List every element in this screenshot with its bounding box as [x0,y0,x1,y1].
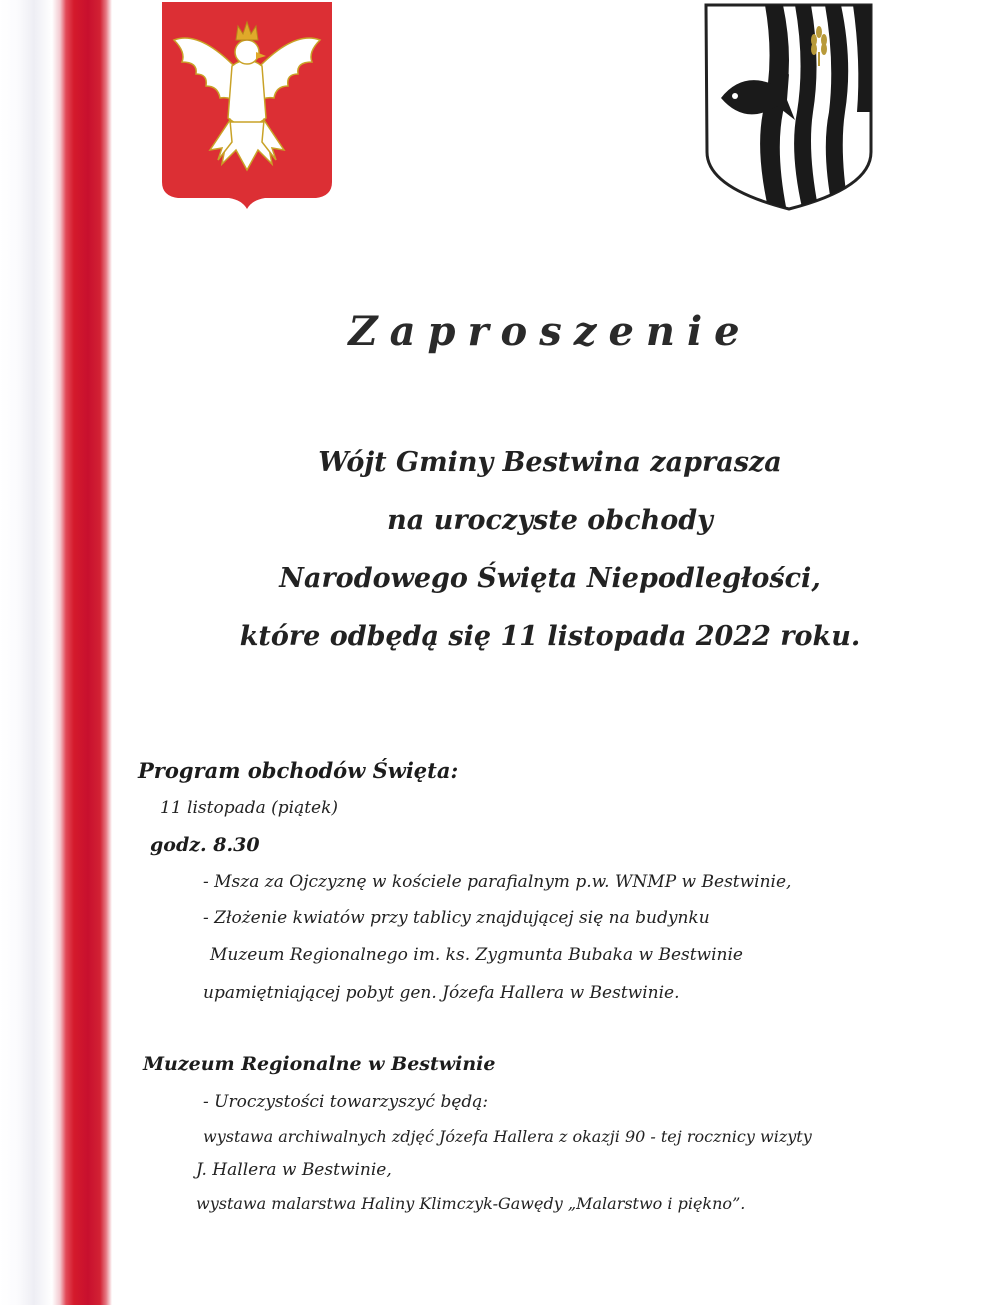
program-heading: Program obchodów Święta: [138,758,459,783]
polish-flag-strip [0,0,112,1305]
polish-eagle-icon [160,0,334,210]
program-time: godz. 8.30 [150,834,260,856]
page-title: Zaproszenie [348,308,752,355]
program-item: upamiętniającej pobyt gen. Józefa Hallera w Bestwinie. [203,983,680,1003]
program-item: Muzeum Regionalnego im. ks. Zygmunta Bubaka w Bestwinie [210,945,743,965]
lead-line: które odbędą się 11 listopada 2022 roku. [239,621,861,652]
museum-item: wystawa archiwalnych zdjęć Józefa Hallera z okazji 90 - tej rocznicy wizyty [203,1127,812,1146]
museum-item: - Uroczystości towarzyszyć będą: [203,1092,489,1112]
museum-item: wystawa malarstwa Haliny Klimczyk-Gawędy „Malarstwo i piękno”. [196,1194,746,1213]
museum-item: J. Hallera w Bestwinie, [196,1160,392,1180]
lead-line: na uroczyste obchody [387,505,713,536]
bestwina-coat-of-arms-icon [703,2,875,212]
program-item: - Złożenie kwiatów przy tablicy znajdującej się na budynku [203,908,710,928]
program-item: - Msza za Ojczyznę w kościele parafialnym p.w. WNMP w Bestwinie, [203,872,792,892]
program-date: 11 listopada (piątek) [160,798,339,818]
lead-line: Wójt Gminy Bestwina zaprasza [318,447,782,478]
museum-heading: Muzeum Regionalne w Bestwinie [143,1053,496,1075]
lead-line: Narodowego Święta Niepodległości, [279,563,821,594]
invitation-lead [100,434,1000,666]
